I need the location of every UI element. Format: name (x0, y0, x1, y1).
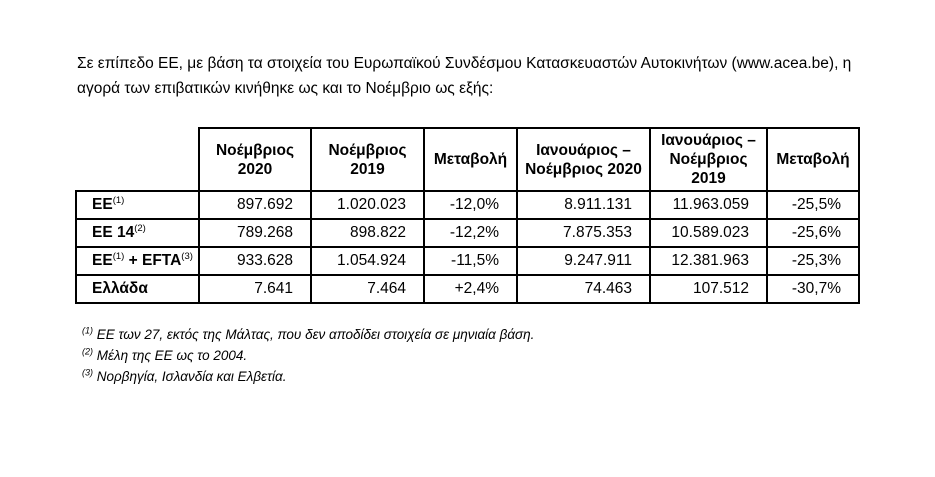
data-cell: -11,5% (424, 247, 517, 275)
column-header: Νοέμβριος 2019 (311, 128, 424, 191)
data-cell: -25,3% (767, 247, 859, 275)
data-cell: 7.641 (199, 275, 311, 303)
footnote: $^{(3)}$ Νορβηγία, Ισλανδία και Ελβετία. (82, 367, 287, 384)
data-cell: 1.020.023 (311, 191, 424, 219)
row-label-text: ΕΕ (92, 196, 113, 213)
data-cell: 7.875.353 (517, 219, 650, 247)
data-cell: 933.628 (199, 247, 311, 275)
row-label (76, 247, 199, 275)
data-cell: 9.247.911 (517, 247, 650, 275)
table-row (76, 219, 859, 247)
row-label-text: Ελλάδα (92, 280, 148, 297)
row-label-text: ΕΕ (92, 252, 113, 269)
data-cell: 7.464 (311, 275, 424, 303)
corner-cell (76, 128, 199, 191)
row-label (76, 191, 199, 219)
column-header: Ιανουάριος – Νοέμβριος 2019 (650, 128, 767, 191)
footnotes (82, 324, 534, 387)
data-cell: 897.692 (199, 191, 311, 219)
data-cell: 74.463 (517, 275, 650, 303)
footnote-reference: (1) (112, 194, 125, 206)
data-cell: 1.054.924 (311, 247, 424, 275)
footnote: $^{(2)}$ Μέλη της ΕΕ ως το 2004. (82, 346, 248, 363)
column-header: Νοέμβριος 2020 (199, 128, 311, 191)
footnote-marker: (3) (82, 367, 93, 378)
data-cell: 11.963.059 (650, 191, 767, 219)
footnote-marker: (1) (82, 325, 93, 336)
column-header: Μεταβολή (424, 128, 517, 191)
row-label (76, 275, 199, 303)
footnote: $^{(1)}$ ΕΕ των 27, εκτός της Μάλτας, που δεν αποδίδει στοιχεία σε μηνιαία βάση. (82, 325, 535, 342)
data-cell: -30,7% (767, 275, 859, 303)
column-header: Μεταβολή (767, 128, 859, 191)
data-cell: +2,4% (424, 275, 517, 303)
row-label-text: + EFTA (124, 252, 182, 269)
market-table (75, 127, 860, 304)
table-row (76, 191, 859, 219)
data-cell: 8.911.131 (517, 191, 650, 219)
table-body (76, 191, 859, 303)
footnote-reference: (2) (134, 222, 146, 234)
footnote-marker: (2) (82, 346, 93, 357)
data-cell: 789.268 (199, 219, 311, 247)
row-label (76, 219, 199, 247)
data-cell: 12.381.963 (650, 247, 767, 275)
intro-paragraph: Σε επίπεδο ΕΕ, με βάση τα στοιχεία του Ευρωπαϊκού Συνδέσμου Κατασκευαστών Αυτοκινήτων (www.acea.be), η αγορά των επιβατικών κινήθηκε ως και το Νοέμβριο ως εξής: (77, 55, 852, 97)
table-row (76, 275, 859, 303)
header-row (76, 128, 859, 191)
data-cell: -25,6% (767, 219, 859, 247)
data-cell: 10.589.023 (650, 219, 767, 247)
data-cell: 898.822 (311, 219, 424, 247)
column-header: Ιανουάριος – Νοέμβριος 2020 (517, 128, 650, 191)
table-row (76, 247, 859, 275)
footnote-reference: (3) (181, 250, 193, 262)
data-cell: 107.512 (650, 275, 767, 303)
data-cell: -12,0% (424, 191, 517, 219)
data-cell: -25,5% (767, 191, 859, 219)
footnote-reference: (1) (112, 250, 125, 262)
data-cell: -12,2% (424, 219, 517, 247)
row-label-text: ΕΕ 14 (92, 224, 135, 241)
